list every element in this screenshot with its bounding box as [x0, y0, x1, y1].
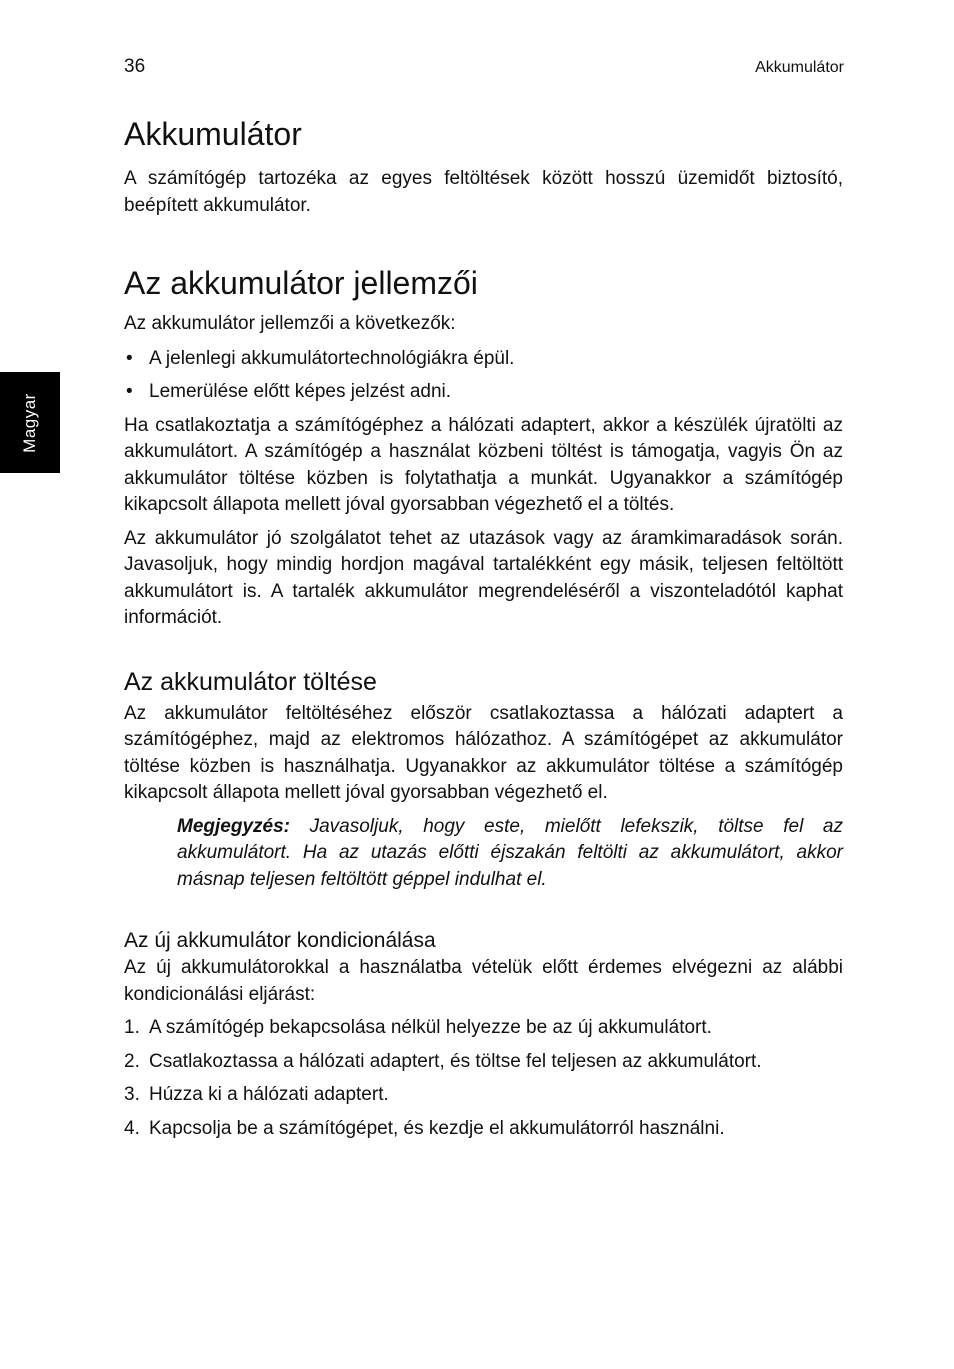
list-item: • A jelenlegi akkumulátortechnológiákra épül.	[124, 346, 843, 373]
charging-paragraph: Az akkumulátor feltöltéséhez először csatlakoztassa a hálózati adaptert a számítógéphez, majd az elektromos hálózathoz. A számítógépet az akkumulátor töltése közben is használhatja. Ugyanakkor az akkumulátor töltése a számítógép kikapcsolt állapota mellett jóval gyorsabban végezhető el.	[124, 702, 843, 803]
conditioning-steps	[124, 1015, 843, 1142]
intro-paragraph: A számítógép tartozéka az egyes feltöltések között hosszú üzemidőt biztosító, beépített akkumulátor.	[124, 168, 843, 216]
step-text: Húzza ki a hálózati adaptert.	[149, 1084, 389, 1105]
features-lead: Az akkumulátor jellemzői a következők:	[124, 313, 456, 334]
page-number: 36	[124, 56, 146, 77]
running-header: Akkumulátor	[755, 59, 844, 76]
page-content	[124, 112, 843, 1149]
list-item: • Lemerülése előtt képes jelzést adni.	[124, 379, 843, 406]
list-item	[124, 1116, 843, 1143]
features-heading: Az akkumulátor jellemzői	[124, 265, 478, 301]
list-item	[124, 1049, 843, 1076]
conditioning-heading: Az új akkumulátor kondicionálása	[124, 929, 436, 952]
step-number: 3.	[124, 1084, 140, 1105]
conditioning-lead: Az új akkumulátorokkal a használatba vételük előtt érdemes elvégezni az alábbi kondicionálási eljárást:	[124, 957, 843, 1005]
charging-heading: Az akkumulátor töltése	[124, 667, 377, 696]
note-label: Megjegyzés:	[177, 815, 290, 837]
page-title: Akkumulátor	[124, 116, 302, 152]
list-item	[124, 1015, 843, 1042]
step-number: 1.	[124, 1017, 140, 1038]
features-paragraph-2: Az akkumulátor jó szolgálatot tehet az utazások vagy az áramkimaradások során. Javasoljuk, hogy mindig hordjon magával tartalékként egy másik, teljesen feltöltött akkumulátort is. A tartalék akkumulátor megrendeléséről a viszonteladótól kaphat információt.	[124, 527, 843, 628]
note-text: Javasoljuk, hogy este, mielőtt lefekszik, töltse fel az akkumulátort. Ha az utazás előtti éjszakán feltölti az akkumulátort, akkor másnap teljesen feltöltött géppel indulhat el.	[177, 815, 843, 890]
step-text: A számítógép bekapcsolása nélkül helyezze be az új akkumulátort.	[149, 1017, 712, 1038]
language-tab-label: Magyar	[20, 392, 39, 453]
step-number: 2.	[124, 1050, 140, 1072]
features-paragraph-1: Ha csatlakoztatja a számítógéphez a hálózati adaptert, akkor a készülék újratölti az akkumulátort. A számítógép a használat közbeni töltést is támogatja, vagyis Ön az akkumulátor töltése közben is folytathatja a munkát. Ugyanakkor a számítógép kikapcsolt állapota mellett jóval gyorsabban végezhető el a töltés.	[124, 414, 843, 515]
list-item	[124, 1082, 843, 1109]
step-text: Csatlakoztassa a hálózati adaptert, és töltse fel teljesen az akkumulátort.	[149, 1050, 762, 1072]
note-block	[177, 814, 843, 894]
language-tab	[0, 372, 60, 473]
step-number: 4.	[124, 1117, 140, 1139]
step-text: Kapcsolja be a számítógépet, és kezdje el akkumulátorról használni.	[149, 1117, 725, 1139]
features-list	[124, 346, 843, 406]
